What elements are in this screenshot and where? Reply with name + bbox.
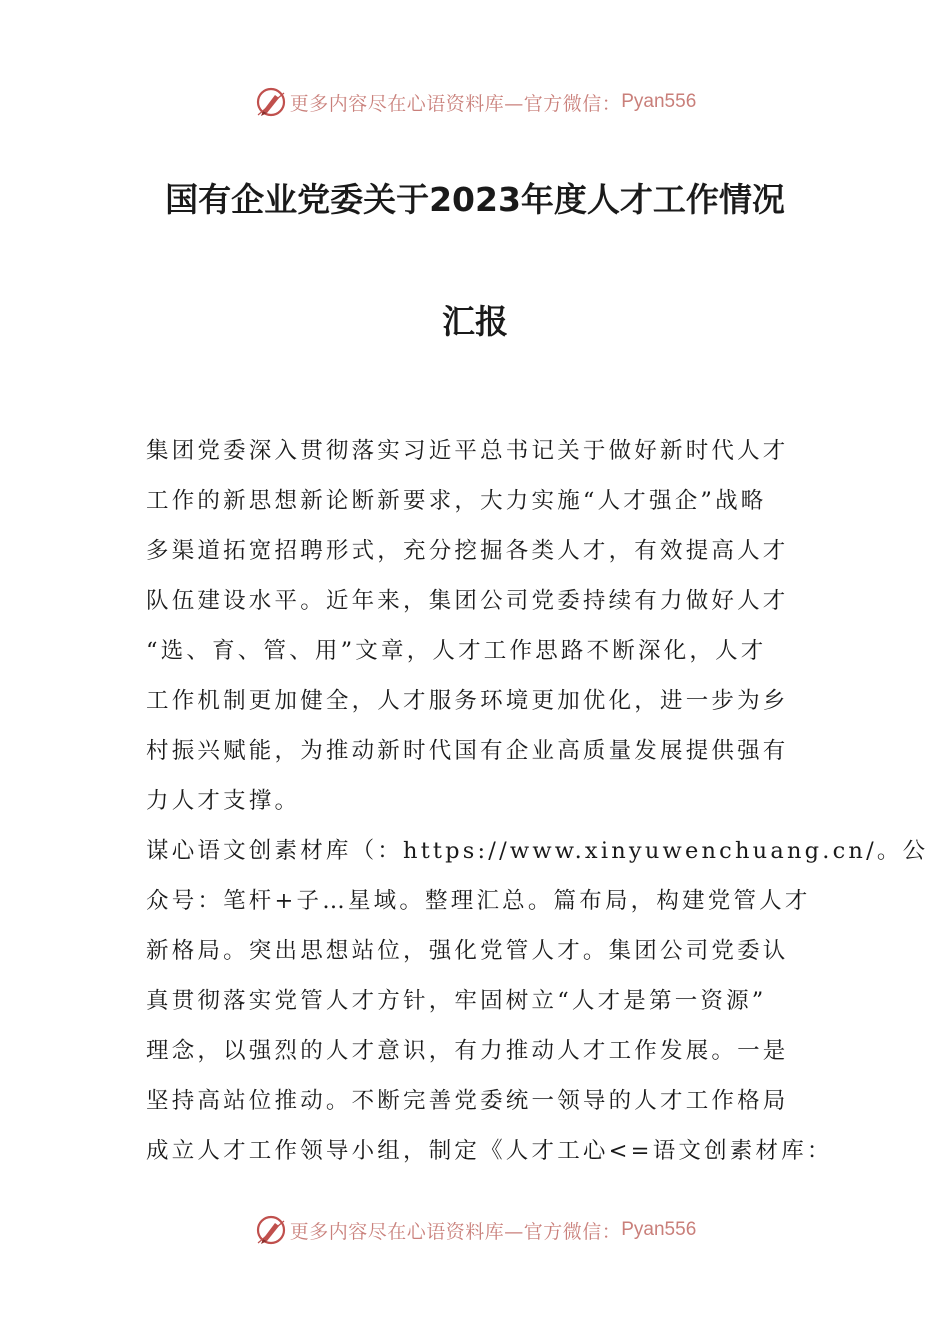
body-line: 谋心语文创素材库（：https://www.xinyuwenchuang.cn/。公	[146, 838, 929, 864]
document-title-line-2: 汇报	[442, 302, 508, 341]
pen-nib-logo-icon	[254, 85, 288, 119]
body-line: 工作的新思想新论断新要求，大力实施“人才强企”战略	[146, 488, 767, 514]
document-body	[146, 426, 929, 1176]
body-line: 成立人才工作领导小组，制定《人才工心<=语文创素材库：	[146, 1138, 833, 1164]
body-line: 新格局。突出思想站位，强化党管人才。集团公司党委认	[146, 938, 789, 964]
body-line: 工作机制更加健全，人才服务环境更加优化，进一步为乡	[146, 688, 789, 714]
body-line: 村振兴赋能，为推动新时代国有企业高质量发展提供强有	[146, 738, 789, 764]
body-line: 坚持高站位推动。不断完善党委统一领导的人才工作格局	[146, 1088, 789, 1114]
body-line: 真贯彻落实党管人才方针，牢固树立“人才是第一资源”	[146, 988, 767, 1014]
body-line: 众号：笔杆+子…星域。整理汇总。篇布局，构建党管人才	[146, 888, 811, 914]
header-watermark	[0, 82, 950, 122]
document-title-line-1: 国有企业党委关于2023年度人才工作情况	[165, 180, 785, 219]
body-line: 力人才支撑。	[146, 788, 301, 814]
body-line: “选、育、管、用”文章，人才工作思路不断深化，人才	[146, 638, 767, 664]
watermark-wechat-id: Pyan556	[621, 91, 697, 112]
body-line: 队伍建设水平。近年来，集团公司党委持续有力做好人才	[146, 588, 789, 614]
watermark-wechat-id: Pyan556	[621, 1219, 697, 1240]
pen-nib-logo-icon	[254, 1213, 288, 1247]
footer-watermark	[0, 1210, 950, 1250]
body-line: 多渠道拓宽招聘形式，充分挖掘各类人才，有效提高人才	[146, 538, 789, 564]
watermark-text: 更多内容尽在心语资料库—官方微信：	[289, 1220, 622, 1243]
body-line: 理念，以强烈的人才意识，有力推动人才工作发展。一是	[146, 1038, 789, 1064]
body-line: 集团党委深入贯彻落实习近平总书记关于做好新时代人才	[146, 438, 789, 464]
watermark-text: 更多内容尽在心语资料库—官方微信：	[289, 92, 622, 115]
